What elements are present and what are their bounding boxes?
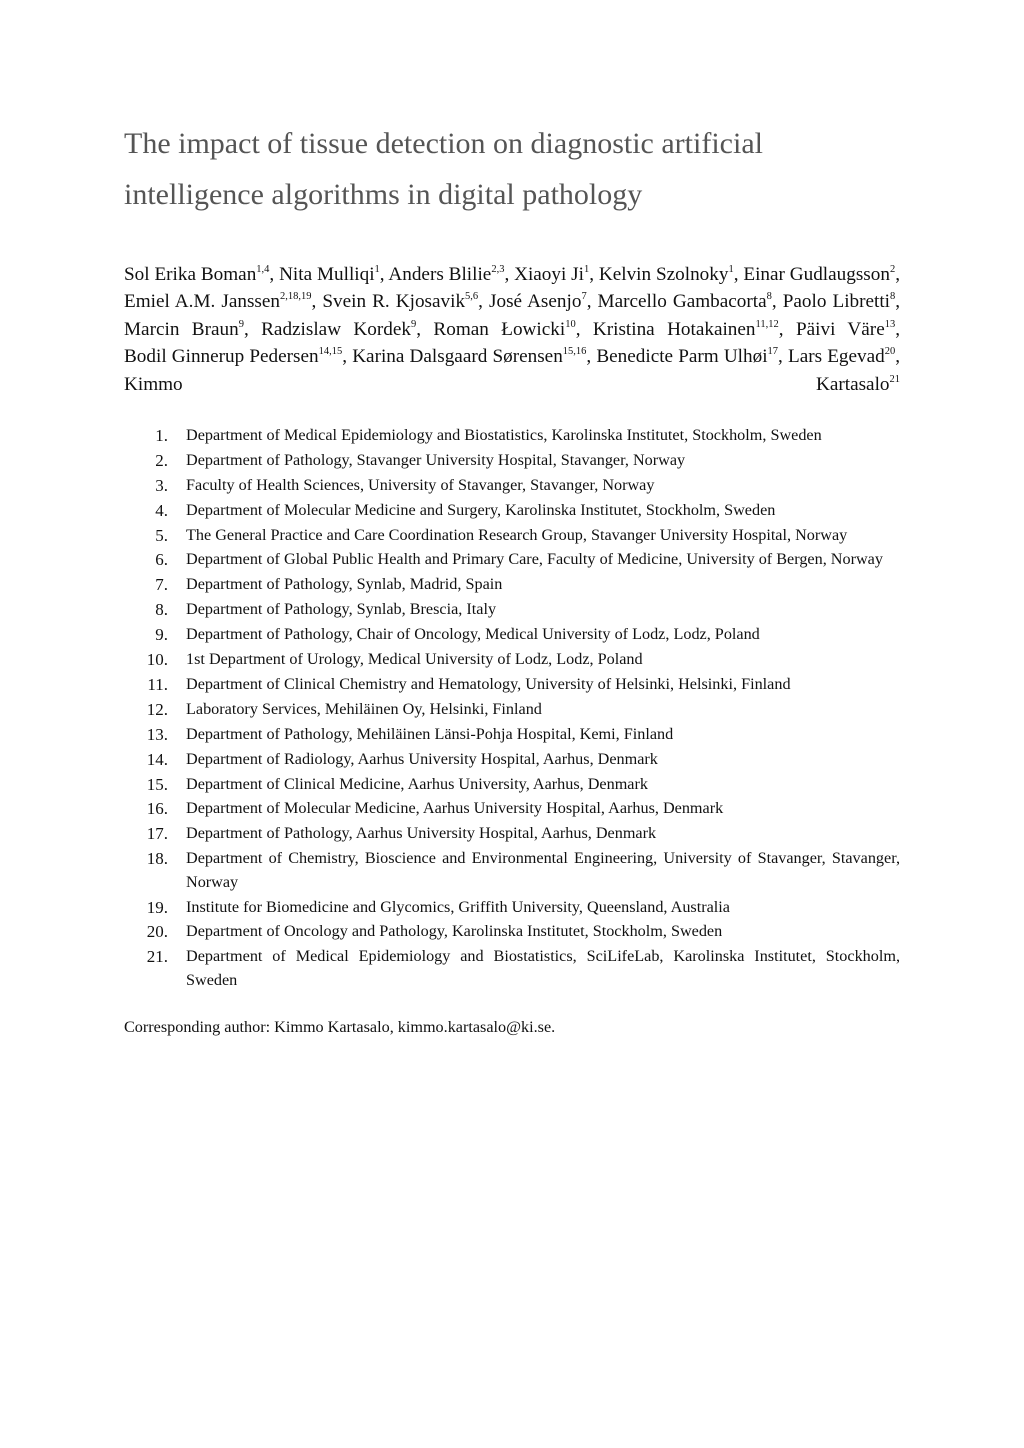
author-affiliation-marker: 7 [581,291,587,303]
affiliation-item [124,698,900,722]
affiliation-text: 1st Department of Urology, Medical University of Lodz, Lodz, Poland [186,650,643,669]
author-name: Karina Dalsgaard Sørensen [352,346,563,368]
affiliation-item [124,748,900,772]
author-affiliation-marker: 14,15 [318,346,343,358]
author-name: Svein R. Kjosavik [322,291,466,313]
affiliation-item [124,773,900,797]
affiliation-item [124,847,900,894]
affiliation-number: 21. [146,947,168,967]
author [352,346,586,367]
affiliation-text: Department of Radiology, Aarhus University Hospital, Aarhus, Denmark [186,749,658,768]
author-affiliation-marker: 11,12 [755,318,779,330]
affiliation-text: Department of Clinical Medicine, Aarhus University, Aarhus, Denmark [186,774,648,793]
author-affiliation-marker: 1 [728,264,734,275]
affiliation-number: 15. [146,774,168,794]
author-affiliation-marker: 10 [565,318,576,330]
author [388,264,504,285]
affiliation-text: Department of Clinical Chemistry and Hematology, University of Helsinki, Helsinki, Finland [186,674,791,693]
author [124,319,244,340]
author-affiliation-marker: 1 [374,264,380,275]
affiliation-item [124,499,900,523]
author-affiliation-marker: 21 [889,373,900,385]
author-affiliation-marker: 15,16 [562,346,587,358]
author-name: Benedicte Parm Ulhøi [596,346,768,368]
author-list: Sol Erika Boman$^{1,4}$, Nita Mulliqi$^1$, Anders Blilie$^{2,3}$, Xiaoyi Ji$^1$, Kelvin Szolnoky$^1$, Einar Gudlaugsson$^2$, Emiel A.M. Janssen$^{2,18,19}$, Svein R. Kjosavik$^{5,6}$, José Asenjo$^7$, Marcello Gambacorta$^8$, Paolo Libretti$^8$, Marcin Braun$^9$, Radzislaw Kordek$^9$, Roman Łowicki$^{10}$, Kristina Hotakainen$^{11,12}$, Päivi Väre$^{13}$, Bodil Ginnerup Pedersen$^{14,15}$, Karina Dalsgaard Sørensen$^{15,16}$, Benedicte Parm Ulhøi$^{17}$, Lars Egevad$^{20}$, Kimmo Kartasalo$^{21}$ [124,264,901,395]
author-name: Lars Egevad [787,346,885,368]
affiliation-number: 10. [146,650,168,670]
affiliation-number: 5. [155,525,168,545]
affiliation-number: 12. [146,699,168,719]
author-affiliation-marker: 8 [890,291,896,303]
affiliation-number: 13. [146,724,168,744]
affiliation-number: 6. [155,550,168,570]
author [514,264,589,285]
author-affiliation-marker: 5,6 [465,291,479,303]
author-name: Paolo Libretti [782,291,891,313]
affiliation-item [124,548,900,572]
author [743,264,895,285]
affiliation-text: Department of Pathology, Aarhus University Hospital, Aarhus, Denmark [186,824,657,843]
author-affiliation-marker: 20 [884,346,896,358]
affiliation-item [124,573,900,597]
corresponding-author: Corresponding author: Kimmo Kartasalo, kimmo.kartasalo@ki.se. [124,1018,556,1037]
author-affiliation-marker: 8 [766,291,772,303]
author [489,291,587,312]
affiliation-text: Department of Pathology, Synlab, Madrid, Spain [186,575,503,594]
author [788,346,895,367]
author [279,264,380,285]
affiliation-item [124,474,900,498]
affiliation-text: Department of Global Public Health and Primary Care, Faculty of Medicine, University of Bergen, Norway [186,550,883,569]
author [322,291,478,312]
affiliation-number: 14. [146,749,168,769]
affiliation-text: Institute for Biomedicine and Glycomics, Griffith University, Queensland, Australia [186,897,730,916]
affiliation-text: Department of Pathology, Chair of Oncology, Medical University of Lodz, Lodz, Poland [186,625,760,644]
author [124,291,312,312]
affiliation-item [124,524,900,548]
affiliation-text: Department of Pathology, Stavanger University Hospital, Stavanger, Norway [186,450,686,469]
affiliation-item [124,723,900,747]
affiliation-number: 3. [155,475,168,495]
affiliation-number: 2. [155,450,168,470]
affiliation-text: Department of Molecular Medicine, Aarhus University Hospital, Aarhus, Denmark [186,799,724,818]
affiliation-number: 11. [147,674,168,694]
affiliation-text: Department of Oncology and Pathology, Karolinska Institutet, Stockholm, Sweden [186,922,723,941]
author-name: Xiaoyi Ji [514,264,584,285]
affiliation-item [124,598,900,622]
author-affiliation-marker: 13 [884,318,896,330]
affiliation-number: 4. [155,500,168,520]
author [261,319,416,340]
author-affiliation-marker: 17 [767,346,779,358]
affiliation-item [124,945,900,992]
author-affiliation-marker: 2,3 [491,264,505,275]
author-name: Marcin Braun [124,318,239,340]
author-name: Kimmo Kartasalo [124,373,890,395]
author-name: Sol Erika Boman [124,264,257,285]
affiliation-number: 1. [155,426,168,446]
author-affiliation-marker: 2 [889,264,896,275]
affiliation-number: 16. [146,799,168,819]
affiliation-item [124,648,900,672]
author-affiliation-marker: 1,4 [256,264,270,275]
affiliation-text: Department of Pathology, Mehiläinen Länsi-Pohja Hospital, Kemi, Finland [186,724,674,743]
paper-page [124,118,900,1039]
affiliation-item [124,424,900,448]
affiliation-text: Department of Medical Epidemiology and Biostatistics, SciLifeLab, Karolinska Institutet, Stockholm, Sweden [186,947,900,989]
paper-title: The impact of tissue detection on diagnostic artificial intelligence algorithms in digital pathology [124,127,763,211]
author [124,264,269,285]
affiliation-text: Department of Pathology, Synlab, Brescia, Italy [186,600,497,619]
author-name: Marcello Gambacorta [597,291,767,313]
affiliation-list [124,424,900,992]
author-affiliation-marker: 9 [238,318,244,330]
affiliation-text: Department of Medical Epidemiology and Biostatistics, Karolinska Institutet, Stockholm, Sweden [186,426,822,445]
affiliation-text: The General Practice and Care Coordination Research Group, Stavanger University Hospital, Norway [186,525,848,544]
author-name: Emiel A.M. Janssen [124,291,280,313]
author [596,346,778,367]
author-name: Kristina Hotakainen [592,318,756,340]
author-name: Einar Gudlaugsson [743,264,890,285]
author-name: Kelvin Szolnoky [598,264,729,285]
affiliation-text: Department of Chemistry, Bioscience and Environmental Engineering, University of Stavanger, Stavanger, Norway [186,849,900,891]
affiliation-text: Department of Molecular Medicine and Surgery, Karolinska Institutet, Stockholm, Sweden [186,500,776,519]
affiliation-number: 19. [146,897,168,917]
author-name: Bodil Ginnerup Pedersen [124,346,319,368]
author [599,264,734,285]
affiliation-number: 9. [155,625,168,645]
affiliation-item [124,623,900,647]
affiliation-number: 18. [146,849,168,869]
author [593,319,779,340]
author-name: Päivi Väre [795,318,885,340]
author [433,319,575,340]
author-affiliation-marker: 2,18,19 [280,291,312,303]
affiliation-number: 17. [146,824,168,844]
author-affiliation-marker: 9 [410,318,417,330]
affiliation-item [124,449,900,473]
affiliation-item [124,822,900,846]
author [124,374,900,395]
author-name: Anders Blilie [388,264,492,285]
author [598,291,772,312]
affiliation-item [124,896,900,920]
author [783,291,896,312]
author [124,346,342,367]
affiliation-number: 8. [155,600,168,620]
author-name: Roman Łowicki [433,318,566,340]
affiliation-item [124,673,900,697]
affiliation-item [124,920,900,944]
author-name: José Asenjo [489,291,582,313]
author [796,319,895,340]
affiliation-number: 7. [155,575,168,595]
affiliation-text: Laboratory Services, Mehiläinen Oy, Helsinki, Finland [186,699,542,718]
affiliation-item [124,797,900,821]
author-name: Nita Mulliqi [279,264,375,285]
author-affiliation-marker: 1 [583,264,590,275]
author-name: Radzislaw Kordek [261,318,411,340]
affiliation-number: 20. [146,922,168,942]
affiliation-text: Faculty of Health Sciences, University of Stavanger, Stavanger, Norway [186,475,655,494]
